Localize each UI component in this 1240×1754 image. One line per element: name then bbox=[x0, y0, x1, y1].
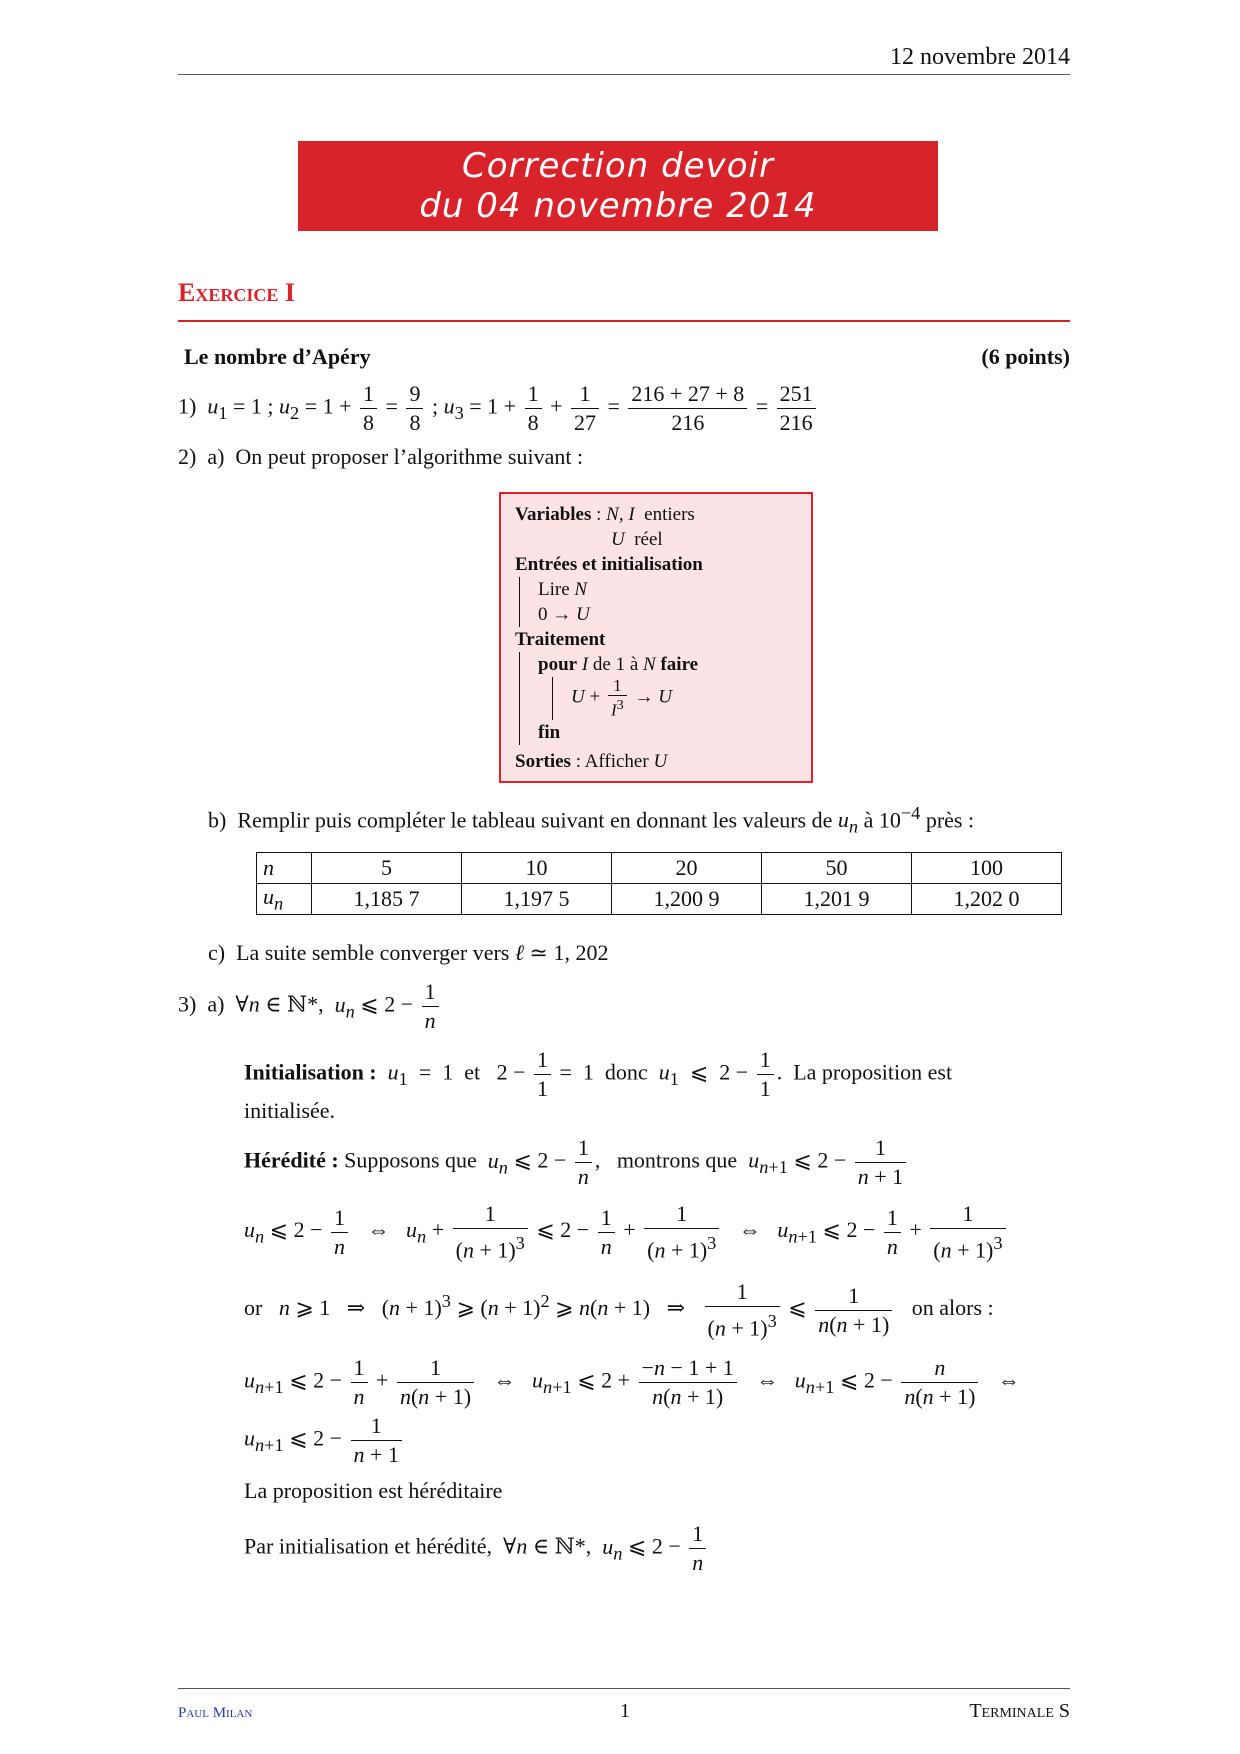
final-text: Par initialisation et hérédité, bbox=[244, 1533, 493, 1559]
question-1: 1) $u_1 = 1$ ; $u_2 = 1$ + $\frac{1}{8}$ = $\frac{9}{8}$ ; $u_3 = 1$ + $\frac{1}{8}$ + $\frac{1}{27}$ = $\frac{216 + 27 + 8}{216}$ = $\frac{251}{216}$ bbox=[178, 380, 819, 437]
init-word: initialisée. bbox=[244, 1098, 336, 1123]
q2b-text: Remplir puis compléter le tableau suivant en donnant les valeurs de bbox=[237, 807, 833, 833]
footer-rule bbox=[178, 1688, 1070, 1689]
q2a-text: On peut proposer l’algorithme suivant : bbox=[235, 444, 584, 469]
algo-output-text: Afficher bbox=[584, 750, 649, 772]
init-conclusion: La proposition est bbox=[793, 1059, 953, 1085]
algo-input-label: Entrées et initialisation bbox=[515, 554, 703, 575]
equivalence-line-1: $u_n$ ⩽ 2 − $\frac{1}{n}$ ⇔ $u_n$ + $\frac{1}{(n + 1)^3}$ ⩽ 2 − $\frac{1}{n}$ + $\frac{1}{(n + 1)^3}$ ⇔ $u_{n+1}$ ⩽ 2 − $\frac{1}{n}$ + $\frac{1}{(n + 1)^3}$ bbox=[244, 1200, 1009, 1264]
algo-for: pour bbox=[538, 654, 578, 675]
q3a-label: a) bbox=[207, 991, 225, 1017]
question-3a: 3) a) ∀n ∈ ℕ*, $u_n$ ⩽ 2 − $\frac{1}{n}$ bbox=[178, 978, 442, 1035]
table-cell-n: 10 bbox=[462, 853, 612, 884]
question-2c: c) La suite semble converger vers ℓ ≃ 1, 202 bbox=[208, 940, 609, 965]
table-cell-n: 5 bbox=[312, 853, 462, 884]
header-date: 12 novembre 2014 bbox=[890, 44, 1070, 70]
algo-from: de 1 à bbox=[592, 654, 639, 675]
equivalence-line-2: $u_{n+1}$ ⩽ 2 − $\frac{1}{n}$ + $\frac{1}{n(n + 1)}$ ⇔ $u_{n+1}$ ⩽ 2 + $\frac{-n - 1 + 1}{n(n + 1)}$ ⇔ $u_{n+1}$ ⩽ 2 − $\frac{n}{n(n + 1)}$ ⇔ bbox=[244, 1355, 1020, 1409]
q2-label: 2) bbox=[178, 444, 197, 469]
table-cell-u: 1,200 9 bbox=[612, 884, 762, 915]
algo-do: faire bbox=[660, 654, 699, 675]
algo-processing-label: Traitement bbox=[515, 629, 606, 650]
table-header-n: n bbox=[257, 853, 312, 884]
question-2a bbox=[178, 444, 583, 470]
init-label: Initialisation : bbox=[244, 1059, 377, 1085]
table-row-u bbox=[257, 884, 1062, 915]
q2b-text-end: près : bbox=[925, 807, 975, 833]
algo-end: fin bbox=[538, 721, 561, 743]
exercise-points: (6 points) bbox=[981, 344, 1070, 369]
footer-level: Terminale S bbox=[969, 1700, 1070, 1722]
hered-label: Hérédité : bbox=[244, 1147, 339, 1173]
algo-vars-2-type: réel bbox=[634, 529, 663, 550]
table-cell-u: 1,201 9 bbox=[762, 884, 912, 915]
table-cell-n: 50 bbox=[762, 853, 912, 884]
table-cell-u: 1,197 5 bbox=[462, 884, 612, 915]
algo-read: Lire bbox=[538, 579, 570, 600]
title-line-2: du 04 novembre 2014 bbox=[419, 186, 817, 226]
q2b-label: b) bbox=[208, 807, 227, 833]
title-banner bbox=[298, 141, 938, 231]
hered-show: montrons que bbox=[616, 1147, 738, 1173]
question-2b: b) Remplir puis compléter le tableau suivant en donnant les valeurs de $u_n$ à $10^{-4}$ près : bbox=[208, 803, 975, 837]
values-table bbox=[256, 852, 1062, 915]
exercise-title: Exercice I bbox=[178, 278, 295, 307]
table-row-n bbox=[257, 853, 1062, 884]
or-text: or bbox=[244, 1295, 263, 1321]
algorithm-box: Variables : N, I entiers U réel Entrées et initialisation Lire N 0 → U Traitement pour I de 1 à N faire U + $\frac{1}{I^3}$ → U fin Sorties : Afficher U bbox=[499, 492, 813, 783]
exercise-subject: Le nombre d’Apéry bbox=[184, 344, 371, 369]
heredity-line: Hérédité : Supposons que $u_n$ ⩽ 2 − $\frac{1}{n}$ , montrons que $u_{n+1}$ ⩽ 2 − $\frac{1}{n + 1}$ bbox=[244, 1134, 909, 1191]
algo-vars-2: U bbox=[611, 529, 625, 550]
table-cell-u: 1,202 0 bbox=[912, 884, 1062, 915]
q2a-label: a) bbox=[207, 444, 225, 469]
q3-label: 3) bbox=[178, 991, 197, 1017]
table-cell-n: 20 bbox=[612, 853, 762, 884]
q2c-text: La suite semble converger vers bbox=[236, 940, 510, 965]
footer-author: Paul Milan bbox=[178, 1705, 253, 1721]
footer-page-number: 1 bbox=[620, 1700, 630, 1722]
q1-label: 1) bbox=[178, 393, 197, 419]
table-cell-n: 100 bbox=[912, 853, 1062, 884]
inequality-line: or n ⩾ 1 ⇒ $(n + 1)^3$ ⩾ $(n + 1)^2$ ⩾ n(n + 1) ⇒ $\frac{1}{(n + 1)^3}$ ⩽ $\frac{1}{n(n + 1)}$ on alors : bbox=[244, 1279, 994, 1341]
algo-vars-1: N, I bbox=[606, 504, 635, 525]
exercise-rule bbox=[178, 320, 1070, 322]
table-cell-u: 1,185 7 bbox=[312, 884, 462, 915]
hered-conclusion: La proposition est héréditaire bbox=[244, 1478, 503, 1503]
table-header-u: $u_n$ bbox=[257, 884, 312, 915]
algo-output-label: Sorties bbox=[515, 750, 571, 772]
final-conclusion: Par initialisation et hérédité, ∀n ∈ ℕ*, $u_n$ ⩽ 2 − $\frac{1}{n}$ bbox=[244, 1520, 709, 1577]
on-alors: on alors : bbox=[911, 1295, 994, 1321]
initialisation-line: Initialisation : $u_1 = 1$ et 2 − $\frac{1}{1}$ = 1 donc $u_1$ ⩽ 2 − $\frac{1}{1}$ . La proposition est bbox=[244, 1047, 953, 1101]
header-rule bbox=[178, 74, 1070, 75]
title-line-1: Correction devoir bbox=[462, 146, 774, 186]
equivalence-line-3: $u_{n+1}$ ⩽ 2 − $\frac{1}{n + 1}$ bbox=[244, 1412, 405, 1469]
q2c-label: c) bbox=[208, 940, 226, 965]
hered-suppose: Supposons que bbox=[344, 1147, 477, 1173]
algo-vars-1-type: entiers bbox=[644, 504, 695, 525]
algo-variables-label: Variables bbox=[515, 504, 592, 525]
